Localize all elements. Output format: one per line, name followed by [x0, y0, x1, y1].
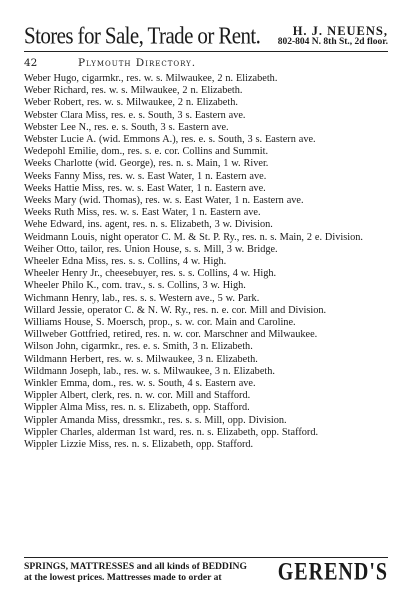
top-rule: [24, 51, 388, 52]
directory-entry: Wichmann Henry, lab., res. s. s. Western ave., 5 w. Park.: [24, 292, 260, 304]
directory-entry: Wippler Amanda Miss, dressmkr., res. s. s. Mill, opp. Division.: [24, 414, 287, 426]
directory-entry: Weeks Fanny Miss, res. w. s. East Water, 1 n. Eastern ave.: [24, 170, 267, 182]
directory-entry: Wheeler Philo K., com. trav., s. s. Collins, 3 w. High.: [24, 280, 246, 292]
directory-entry: Wedepohl Emilie, dom., res. s. e. cor. Collins and Summit.: [24, 146, 269, 158]
directory-entry: Wehe Edward, ins. agent, res. n. s. Elizabeth, 3 w. Division.: [24, 219, 273, 231]
directory-entry: Wippler Alma Miss, res. n. s. Elizabeth, opp. Stafford.: [24, 402, 250, 414]
running-header: [24, 57, 388, 70]
top-ad-name: H. J. NEUENS,: [292, 23, 388, 38]
directory-entry: Weiher Otto, tailor, res. Union House, s. s. Mill, 3 w. Bridge.: [24, 243, 278, 255]
directory-entry: Wildmann Herbert, res. w. s. Milwaukee, 3 n. Elizabeth.: [24, 353, 258, 365]
directory-entry: Willard Jessie, operator C. & N. W. Ry., res. n. e. cor. Mill and Division.: [24, 304, 327, 316]
top-ad-advertiser: [278, 25, 388, 48]
bottom-ad-line-1: SPRINGS, MATTRESSES and all kinds of BEDDING: [24, 561, 247, 572]
directory-entry: Wheeler Edna Miss, res. s. s. Collins, 4 w. High.: [24, 256, 227, 268]
directory-entry: Weeks Hattie Miss, res. w. s. East Water, 1 n. Eastern ave.: [24, 182, 266, 194]
directory-entry: Wildmann Joseph, lab., res. w. s. Milwaukee, 3 n. Elizabeth.: [24, 365, 275, 377]
bottom-ad-brand: GEREND'S: [277, 558, 388, 586]
directory-entry: Webster Clara Miss, res. e. s. South, 3 s. Eastern ave.: [24, 109, 246, 121]
directory-entry: Weber Robert, res. w. s. Milwaukee, 2 n. Elizabeth.: [24, 97, 238, 109]
directory-entry: Webster Lucie A. (wid. Emmons A.), res. e. s. South, 3 s. Eastern ave.: [24, 134, 316, 146]
directory-entry: Wippler Lizzie Miss, res. n. s. Elizabeth, opp. Stafford.: [24, 439, 254, 451]
directory-entry: Wheeler Henry Jr., cheesebuyer, res. s. s. Collins, 4 w. High.: [24, 268, 277, 280]
directory-entry: Weeks Ruth Miss, res. w. s. East Water, 1 n. Eastern ave.: [24, 207, 261, 219]
directory-entries: [24, 73, 388, 451]
directory-entry: Webster Lee N., res. e. s. South, 3 s. Eastern ave.: [24, 121, 229, 133]
directory-entry: Wilson John, cigarmkr., res. e. s. Smith, 3 n. Elizabeth.: [24, 341, 253, 353]
directory-entry: Winkler Emma, dom., res. w. s. South, 4 s. Eastern ave.: [24, 378, 256, 390]
directory-entry: Weidmann Louis, night operator C. M. & St. P. Ry., res. n. s. Main, 2 e. Division.: [24, 231, 363, 243]
directory-entry: Weeks Mary (wid. Thomas), res. w. s. East Water, 1 n. Eastern ave.: [24, 195, 304, 207]
directory-entry: Williams House, S. Moersch, prop., s. w. cor. Main and Caroline.: [24, 317, 296, 329]
directory-entry: Weber Hugo, cigarmkr., res. w. s. Milwaukee, 2 n. Elizabeth.: [24, 73, 278, 84]
running-title: Plymouth Directory.: [78, 57, 197, 69]
directory-entry: Weber Richard, res. w. s. Milwaukee, 2 n. Elizabeth.: [24, 85, 243, 97]
top-ad-address: 802-804 N. 8th St., 2d floor.: [277, 37, 388, 48]
directory-entry: Weeks Charlotte (wid. George), res. n. s. Main, 1 w. River.: [24, 158, 269, 170]
directory-entry: Wippler Charles, alderman 1st ward, res. n. s. Elizabeth, opp. Stafford.: [24, 426, 319, 438]
bottom-advertisement: [24, 557, 388, 586]
directory-entry: Wippler Albert, clerk, res. n. w. cor. Mill and Stafford.: [24, 390, 251, 402]
bottom-ad-line-2: at the lowest prices. Mattresses made to order at: [24, 572, 222, 583]
directory-entry: Willweber Gottfried, retired, res. n. w. cor. Marschner and Milwaukee.: [24, 329, 318, 341]
top-advertisement: [24, 12, 388, 48]
top-ad-slogan: Stores for Sale, Trade or Rent.: [24, 20, 261, 50]
page-number: 42: [24, 57, 38, 69]
bottom-ad-text: [24, 561, 247, 583]
